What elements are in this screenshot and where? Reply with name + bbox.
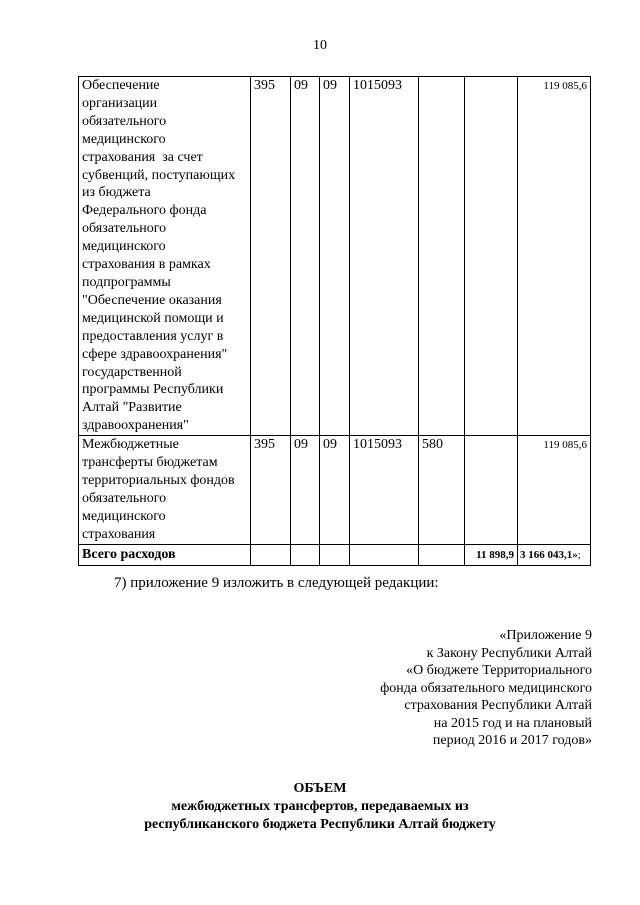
description-line: из бюджета — [82, 185, 151, 201]
appendix-line: фонда обязательного медицинского — [380, 680, 592, 696]
row-description — [79, 77, 251, 436]
description-line: организации — [82, 95, 158, 111]
expense-type-code: 580 — [419, 436, 465, 544]
amount-1 — [465, 77, 518, 436]
description-line: обязательного — [82, 490, 167, 506]
total-amount-2: 3 166 043,1» — [520, 548, 578, 561]
description-line: программы Республики — [82, 382, 224, 398]
description-line: Федерального фонда — [82, 203, 207, 219]
description-line: государственной — [82, 364, 182, 380]
appendix-line: к Закону Республики Алтай — [426, 645, 592, 661]
appendix-line: страхования Республики Алтай — [404, 698, 592, 713]
total-amount-1: 11 898,9 — [465, 544, 518, 565]
empty-cell — [291, 544, 320, 565]
document-title — [0, 780, 640, 834]
table-row — [79, 436, 591, 544]
description-line: страхования — [82, 526, 156, 542]
empty-cell — [419, 544, 465, 565]
total-amount-2-cell — [518, 544, 591, 565]
title-line-2: межбюджетных трансфертов, передаваемых из — [171, 799, 469, 814]
description-line: "Обеспечение оказания — [82, 292, 222, 308]
description-line: предоставления услуг в — [82, 328, 224, 344]
description-line: обязательного — [82, 221, 167, 237]
ministry-code: 395 — [251, 77, 291, 436]
table-row — [79, 77, 591, 436]
expense-type-code — [419, 77, 465, 436]
total-label: Всего расходов — [79, 544, 251, 565]
subsection-code: 09 — [320, 436, 350, 544]
appendix-line: на 2015 год и на плановый — [433, 715, 592, 731]
budget-table — [78, 76, 591, 566]
description-line: трансферты бюджетам — [82, 455, 218, 471]
description-line: медицинского — [82, 239, 166, 255]
description-line: страхования в рамках — [82, 257, 211, 273]
total-row — [79, 544, 591, 565]
description-line: территориальных фондов — [82, 472, 235, 488]
title-line-3: республиканского бюджета Республики Алтай бюджету — [144, 817, 496, 832]
subsection-code: 09 — [320, 77, 350, 436]
empty-cell — [350, 544, 419, 565]
amount-2: 119 085,6 — [518, 77, 591, 436]
target-item-code: 1015093 — [350, 436, 419, 544]
description-line: Межбюджетные — [82, 437, 179, 453]
target-item-code: 1015093 — [350, 77, 419, 436]
section-code: 09 — [291, 436, 320, 544]
description-line: подпрограммы — [82, 274, 171, 290]
empty-cell — [320, 544, 350, 565]
description-line: сфере здравоохранения" — [82, 346, 228, 362]
description-line: обязательного — [82, 113, 167, 129]
description-line: медицинского — [82, 131, 166, 147]
section-code: 09 — [291, 77, 320, 436]
ministry-code: 395 — [251, 436, 291, 544]
total-suffix: ; — [577, 548, 581, 561]
appendix-line: период 2016 и 2017 годов» — [432, 733, 592, 748]
row-description — [79, 436, 251, 544]
table-body — [79, 77, 591, 545]
appendix-line: «Приложение 9 — [499, 628, 592, 643]
page-number: 10 — [313, 38, 327, 53]
description-line: Алтай "Развитие — [82, 400, 182, 416]
appendix-line: «О бюджете Территориального — [406, 663, 592, 678]
description-line: страхования за счет — [82, 149, 203, 165]
amount-2: 119 085,6 — [518, 436, 591, 544]
appendix-header — [380, 627, 592, 750]
description-line: субвенций, поступающих — [82, 167, 236, 183]
description-line: Обеспечение — [82, 78, 160, 93]
description-line: здравоохранения" — [82, 418, 189, 434]
description-line: медицинского — [82, 508, 166, 524]
amount-1 — [465, 436, 518, 544]
title-line-1: ОБЪЕМ — [293, 781, 347, 796]
empty-cell — [251, 544, 291, 565]
amendment-text: 7) приложение 9 изложить в следующей редакции: — [114, 575, 439, 591]
description-line: медицинской помощи и — [82, 310, 224, 326]
